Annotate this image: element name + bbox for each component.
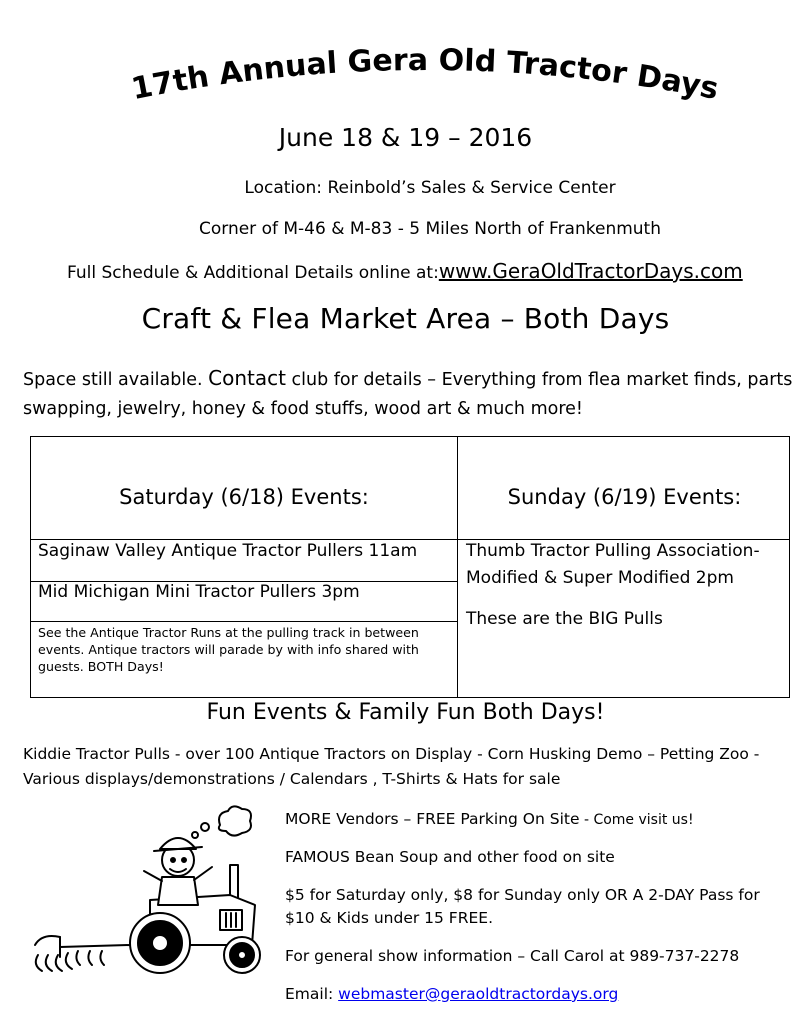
tractor-cartoon-illustration <box>30 805 275 995</box>
saturday-note-line: events. Antique tractors will parade by with info shared with <box>38 642 419 657</box>
food-line: FAMOUS Bean Soup and other food on site <box>285 848 615 866</box>
vendors-line <box>285 810 694 828</box>
craft-heading: Craft & Flea Market Area – Both Days <box>141 302 670 335</box>
price-line-1: $5 for Saturday only, $8 for Sunday only OR A 2-DAY Pass for <box>285 886 760 904</box>
space-contact-word: Contact <box>208 366 286 390</box>
event-directions: Corner of M-46 & M-83 - 5 Miles North of Frankenmuth <box>198 219 661 239</box>
email-label: Email: <box>285 985 339 1003</box>
sunday-event-line-3: These are the BIG Pulls <box>466 609 663 629</box>
space-text-1: Space still available. <box>23 370 209 390</box>
price-line-2: $10 & Kids under 15 FREE. <box>285 909 494 927</box>
email-link[interactable]: webmaster@geraoldtractordays.org <box>338 985 619 1003</box>
sunday-event-line-2: Modified & Super Modified 2pm <box>466 568 734 588</box>
table-divider-header <box>31 539 789 540</box>
sunday-header: Sunday (6/19) Events: <box>507 485 742 509</box>
space-text-2: club for details – Everything from flea market finds, parts swapping, jewelry, honey & food stuffs, wood art & much more! <box>23 370 793 419</box>
table-divider-vertical <box>457 437 458 697</box>
event-title <box>0 38 811 113</box>
space-paragraph <box>23 364 803 424</box>
kiddie-paragraph: Kiddie Tractor Pulls - over 100 Antique Tractors on Display - Corn Husking Demo – Petting Zoo - Various displays/demonstrations / Calendars , T-Shirts & Hats for sale <box>23 745 760 788</box>
event-title-text: 17th Annual Gera Old Tractor Days <box>128 42 722 108</box>
saturday-header: Saturday (6/18) Events: <box>119 485 369 509</box>
sunday-event-line-1: Thumb Tractor Pulling Association- <box>466 541 760 561</box>
email-line <box>285 985 618 1003</box>
saturday-note <box>38 624 419 675</box>
event-dates: June 18 & 19 – 2016 <box>278 123 533 152</box>
saturday-note-line: See the Antique Tractor Runs at the pulling track in between <box>38 625 419 640</box>
saturday-event-1: Saginaw Valley Antique Tractor Pullers 11am <box>38 541 418 561</box>
schedule-line <box>67 259 743 283</box>
events-table <box>30 436 790 698</box>
vendors-text: MORE Vendors – FREE Parking On Site <box>285 810 580 828</box>
vendors-visit-text: - Come visit us! <box>579 812 694 828</box>
schedule-prefix: Full Schedule & Additional Details online at: <box>67 263 439 283</box>
event-location: Location: Reinbold’s Sales & Service Center <box>244 178 616 198</box>
saturday-event-2: Mid Michigan Mini Tractor Pullers 3pm <box>38 582 360 602</box>
fun-heading: Fun Events & Family Fun Both Days! <box>206 700 605 725</box>
website-link[interactable]: www.GeraOldTractorDays.com <box>438 259 743 283</box>
table-divider-row2 <box>31 621 457 622</box>
contact-line: For general show information – Call Carol at 989-737-2278 <box>285 947 740 965</box>
saturday-note-line: guests. BOTH Days! <box>38 659 164 674</box>
